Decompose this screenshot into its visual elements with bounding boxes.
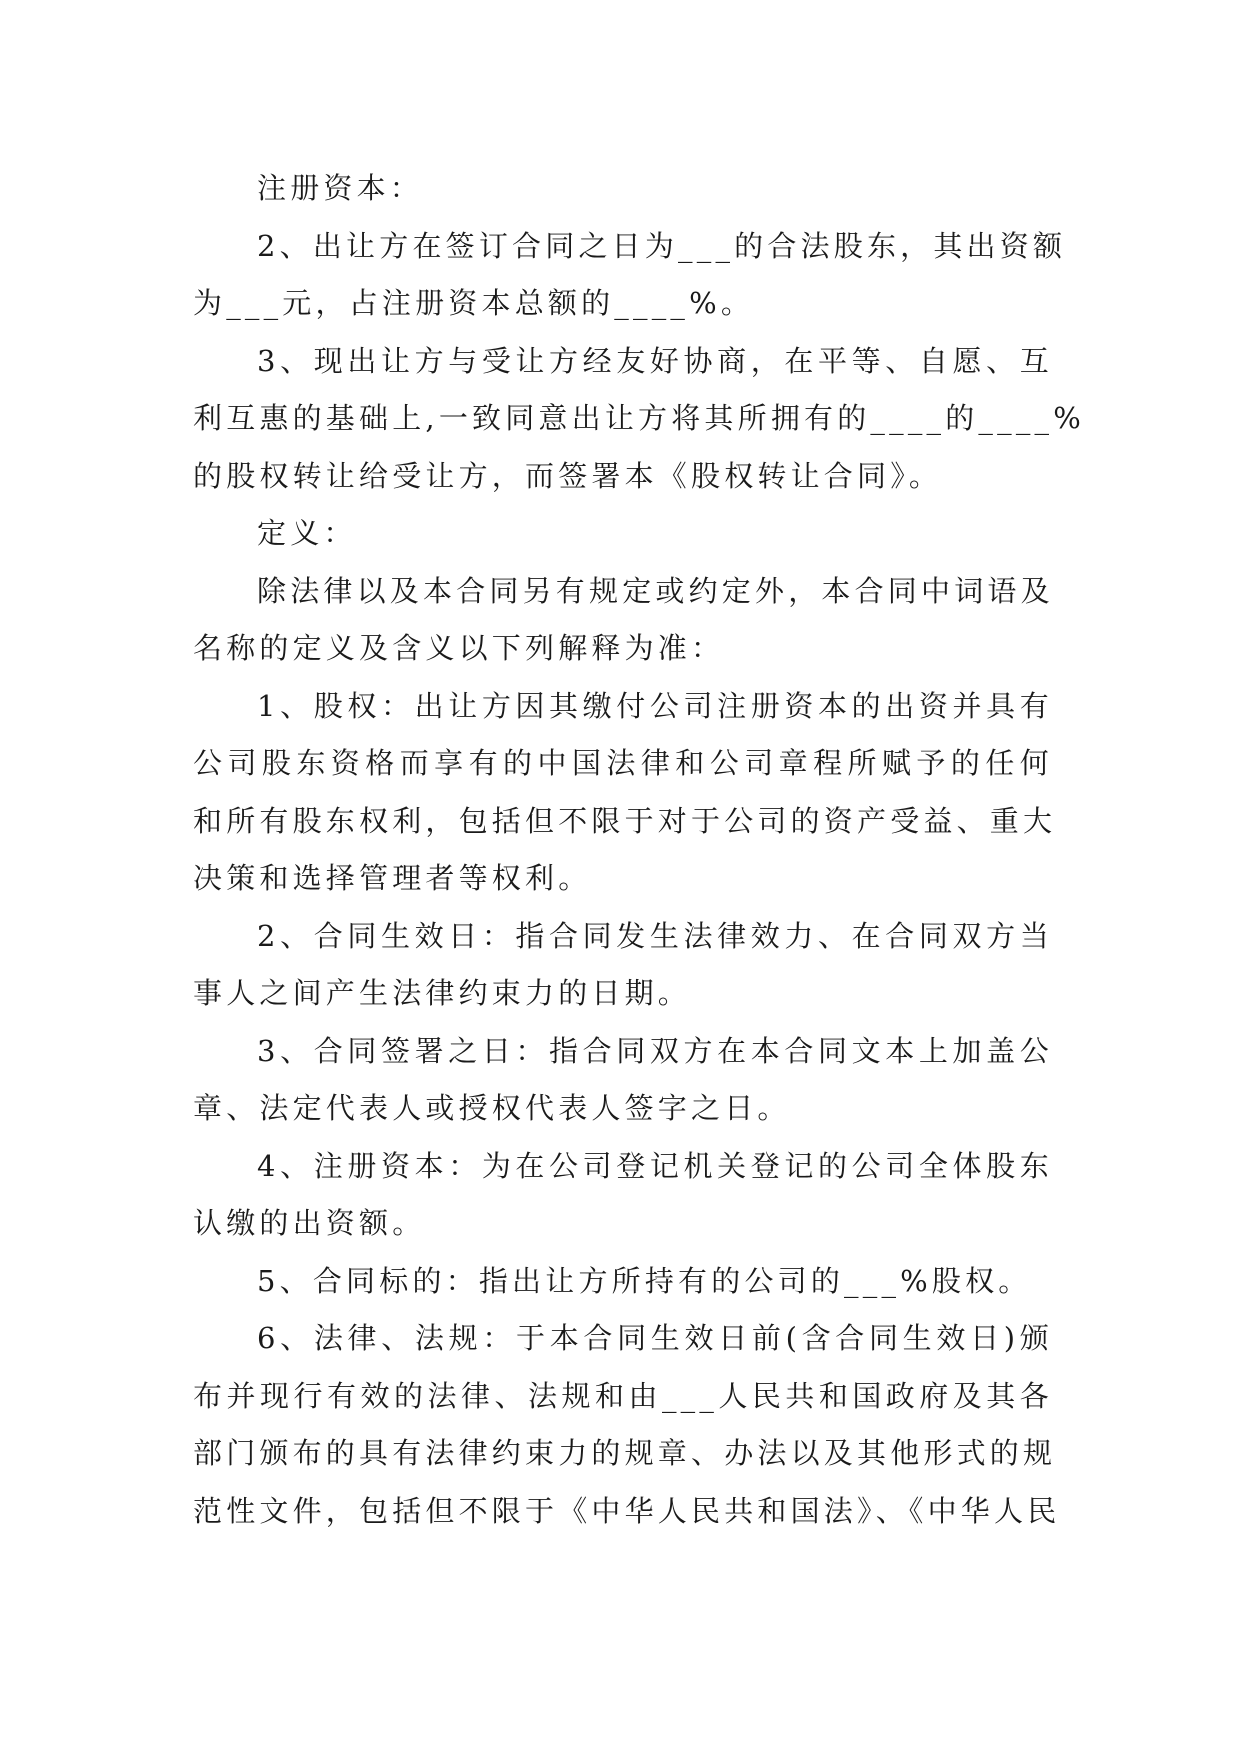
paragraph [193, 160, 1053, 218]
paragraph [193, 1023, 1053, 1138]
text-line: 3、现出让方与受让方经友好协商，在平等、自愿、互 [257, 343, 1053, 378]
document-body [193, 160, 1085, 1540]
text-line: 定义： [257, 516, 357, 550]
text-line: 6、法律、法规：于本合同生效日前(含合同生效日)颁 [257, 1321, 1053, 1355]
text-line: 认缴的出资额。 [193, 1206, 426, 1240]
text-line: 布并现行有效的法律、法规和由___人民共和国政府及其各 [193, 1378, 1053, 1413]
text-line: 的股权转让给受让方，而签署本《股权转让合同》。 [193, 458, 943, 493]
text-line: 章、法定代表人或授权代表人签字之日。 [193, 1091, 791, 1125]
text-line: 名称的定义及含义以下列解释为准： [193, 631, 725, 665]
text-line: 注册资本： [257, 171, 424, 205]
text-line: 1、股权：出让方因其缴付公司注册资本的出资并具有 [257, 688, 1053, 723]
paragraph [193, 908, 1053, 1023]
text-line: 范性文件，包括但不限于《中华人民共和国法》、《中华人民 [193, 1493, 1061, 1528]
text-line: 和所有股东权利，包括但不限于对于公司的资产受益、重大 [193, 803, 1057, 838]
text-line: 部门颁布的具有法律约束力的规章、办法以及其他形式的规 [193, 1436, 1057, 1470]
text-line: 5、合同标的：指出让方所持有的公司的___%股权。 [257, 1263, 1032, 1298]
text-line: 利互惠的基础上,一致同意出让方将其所拥有的____的____% [193, 401, 1085, 435]
text-line: 决策和选择管理者等权利。 [193, 861, 592, 895]
text-line: 3、合同签署之日：指合同双方在本合同文本上加盖公 [257, 1033, 1053, 1068]
paragraph [193, 1138, 1053, 1253]
text-line: 2、出让方在签订合同之日为___的合法股东，其出资额 [257, 228, 1067, 263]
text-line: 为___元，占注册资本总额的____%。 [193, 286, 755, 320]
paragraph [193, 218, 1067, 333]
text-line: 公司股东资格而享有的中国法律和公司章程所赋予的任何 [193, 746, 1053, 780]
text-line: 除法律以及本合同另有规定或约定外，本合同中词语及 [257, 573, 1054, 608]
paragraph [193, 563, 1053, 678]
paragraph [193, 333, 1085, 506]
paragraph [193, 505, 1053, 563]
text-line: 事人之间产生法律约束力的日期。 [193, 976, 692, 1010]
paragraph [193, 678, 1057, 908]
paragraph [193, 1310, 1061, 1540]
text-line: 4、注册资本：为在公司登记机关登记的公司全体股东 [257, 1148, 1053, 1183]
paragraph [193, 1253, 1053, 1311]
text-line: 2、合同生效日：指合同发生法律效力、在合同双方当 [257, 918, 1053, 953]
